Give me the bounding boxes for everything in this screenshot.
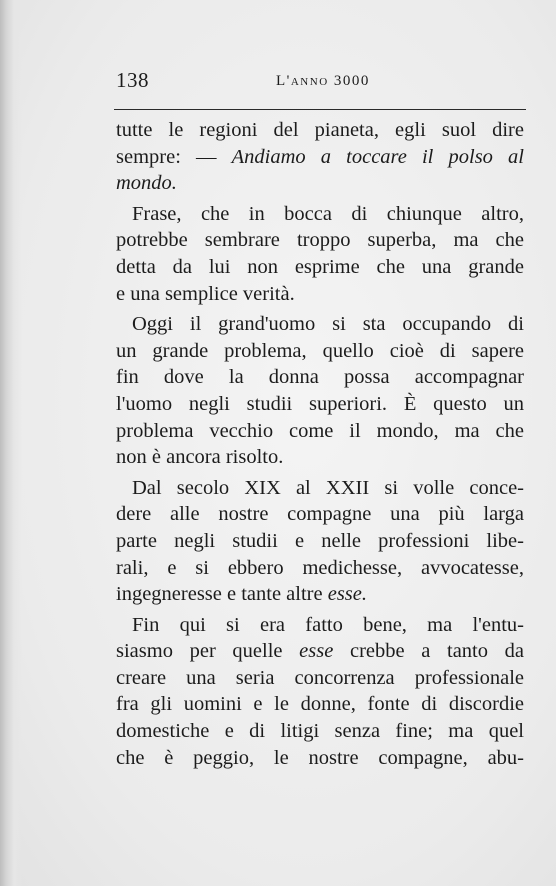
text-line: rali, e si ebbero medichesse, avvocatesse,	[116, 556, 524, 579]
text-line: detta da lui non esprime che una grande	[116, 255, 524, 278]
text-line: fin dove la donna possa accompagnar	[116, 366, 524, 389]
text-line: e una semplice verità.	[116, 282, 295, 305]
text-line	[116, 170, 524, 197]
text-span: sempre: —	[116, 145, 232, 168]
text-line: problema vecchio come il mondo, ma che	[116, 419, 524, 442]
text-line	[116, 581, 524, 608]
text-line: Fin qui si era fatto bene, ma l'entu-	[132, 613, 524, 636]
page-header	[116, 68, 526, 94]
text-span: siasmo per quelle	[116, 640, 300, 663]
text-span: ingegneresse e tante altre	[116, 583, 328, 606]
text-line	[116, 638, 524, 665]
text-line: creare una seria concorrenza professionale	[116, 666, 524, 689]
text-line: Dal secolo XIX al XXII si volle conce-	[132, 476, 524, 499]
text-line: tutte le regioni del pianeta, egli suol dire	[116, 119, 524, 141]
italic-word: esse	[299, 640, 334, 663]
italic-quote: Andiamo a toccare il polso al	[231, 145, 524, 168]
body-text	[116, 117, 524, 771]
text-line: domestiche e di litigi senza fine; ma quel	[116, 720, 524, 743]
page-gutter-shadow	[0, 0, 22, 886]
text-line: l'uomo negli studii superiori. È questo un	[116, 392, 524, 415]
text-line: Frase, che in bocca di chiunque altro,	[132, 202, 524, 225]
text-line: non è ancora risolto.	[116, 446, 284, 469]
header-rule	[114, 109, 526, 110]
running-title: L'anno 3000	[276, 73, 370, 89]
text-line: parte negli studii e nelle professioni libe-	[116, 529, 524, 552]
italic-quote: mondo.	[116, 172, 177, 195]
page-number: 138	[116, 68, 149, 92]
text-line: Oggi il grand'uomo si sta occupando di	[132, 313, 524, 336]
text-span: crebbe a tanto da	[333, 640, 524, 663]
text-line: che è peggio, le nostre compagne, abu-	[116, 746, 524, 769]
text-line: un grande problema, quello cioè di sapere	[116, 339, 524, 362]
text-line: fra gli uomini e le donne, fonte di discordie	[116, 693, 524, 716]
text-line	[116, 144, 524, 171]
italic-word: esse.	[327, 583, 368, 606]
text-line: dere alle nostre compagne una più larga	[116, 503, 524, 526]
text-line: potrebbe sembrare troppo superba, ma che	[116, 229, 524, 252]
